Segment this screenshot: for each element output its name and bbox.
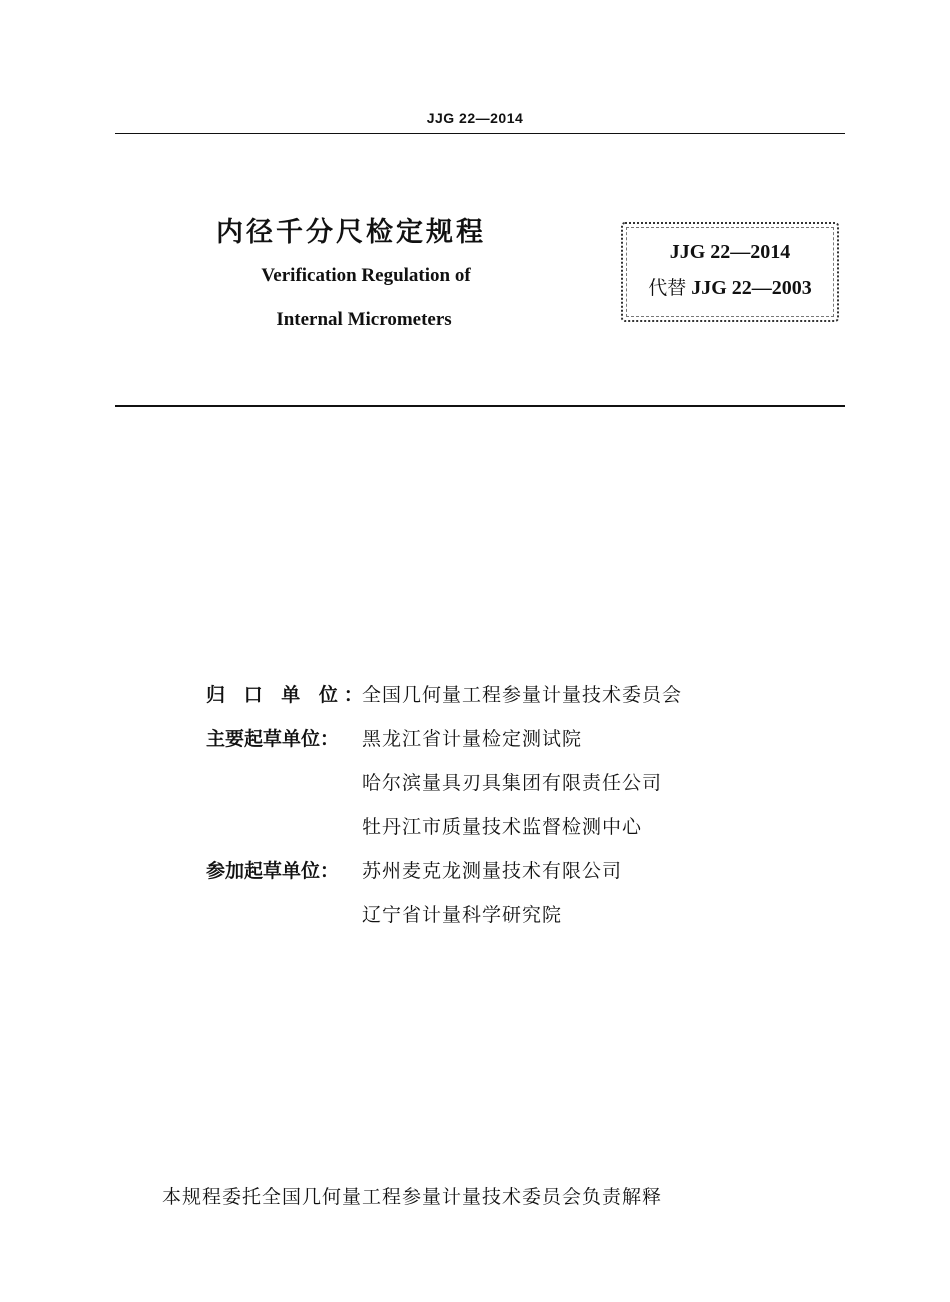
standard-code-box xyxy=(621,222,839,322)
header-rule xyxy=(115,133,845,134)
title-english-line-1: Verification Regulation of xyxy=(261,265,471,286)
current-standard-code: JJG 22—2014 xyxy=(669,241,791,263)
replaced-code: JJG 22—2003 xyxy=(691,277,812,299)
header-standard-code: JJG 22—2014 xyxy=(426,110,524,126)
main-drafter-1: 黑龙江省计量检定测试院 xyxy=(362,728,583,750)
section-rule xyxy=(115,405,845,407)
interpretation-note: 本规程委托全国几何量工程参量计量技术委员会负责解释 xyxy=(162,1186,663,1208)
participants-label: 参加起草单位： xyxy=(206,860,340,882)
main-drafter-2: 哈尔滨量具刃具集团有限责任公司 xyxy=(362,772,663,794)
participant-1: 苏州麦克龙测量技术有限公司 xyxy=(362,860,623,882)
title-english-line-2: Internal Micrometers xyxy=(276,309,452,330)
title-chinese: 内径千分尺检定规程 xyxy=(216,217,486,248)
responsible-unit-label: 归 口 单 位： xyxy=(206,684,369,706)
responsible-unit-value: 全国几何量工程参量计量技术委员会 xyxy=(362,684,683,706)
participant-2: 辽宁省计量科学研究院 xyxy=(362,904,563,926)
replaced-standard-code xyxy=(621,273,839,300)
main-drafter-3: 牡丹江市质量技术监督检测中心 xyxy=(362,816,643,838)
replaces-prefix: 代替 xyxy=(648,277,687,299)
main-drafters-label: 主要起草单位： xyxy=(206,728,340,750)
